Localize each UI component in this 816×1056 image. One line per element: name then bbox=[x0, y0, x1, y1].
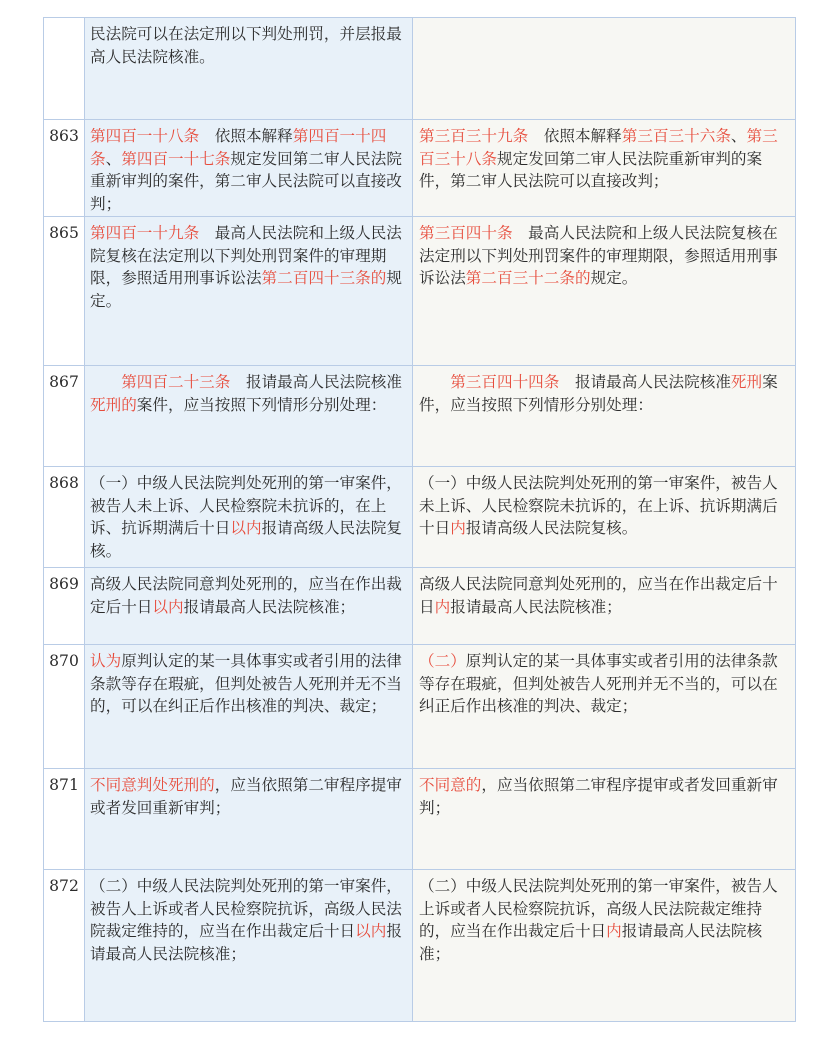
provision-text: 规定发回第二审人民法院重新审判的案件，第二审人民法院可以直接改判； bbox=[90, 149, 402, 213]
provision-text: （二）中级人民法院判处死刑的第一审案件，被告人上诉或者人民检察院抗诉，高级人民法院裁定维持的，应当在作出裁定后十日 bbox=[419, 877, 778, 940]
highlighted-text: 不同意判处死刑的 bbox=[90, 776, 215, 794]
highlighted-text: 以内 bbox=[355, 922, 387, 940]
table-row bbox=[44, 645, 796, 769]
new-provision-cell bbox=[85, 18, 413, 119]
old-provision-cell bbox=[413, 467, 796, 567]
new-provision-cell bbox=[85, 870, 413, 1021]
table-row bbox=[44, 568, 796, 645]
new-provision-cell bbox=[85, 568, 413, 644]
table-row bbox=[44, 870, 796, 1022]
provision-text: （二）中级人民法院判处死刑的第一审案件，被告人上诉或者人民检察院抗诉，高级人民法院裁定维持的，应当在作出裁定后十日 bbox=[90, 877, 402, 940]
table-row bbox=[44, 120, 796, 217]
new-provision-cell bbox=[85, 467, 413, 567]
provision-text: 报请高级人民法院复核。 bbox=[90, 519, 402, 560]
highlighted-text: 第三百三十六条 bbox=[621, 127, 731, 145]
table-row bbox=[44, 769, 796, 870]
provision-text: ，应当依照第二审程序提审或者发回重新审判； bbox=[419, 776, 778, 817]
provision-text: 案件，应当按照下列情形分别处理： bbox=[419, 373, 778, 414]
highlighted-text: 第四百一十八条 bbox=[90, 127, 200, 145]
table-row bbox=[44, 217, 796, 366]
highlighted-text: 认为 bbox=[90, 652, 122, 670]
provision-text: 报请最高人民法院核准； bbox=[450, 597, 622, 616]
row-number: 871 bbox=[44, 769, 85, 869]
highlighted-text: 第四百一十九条 bbox=[90, 224, 200, 242]
comparison-table bbox=[43, 17, 796, 1022]
highlighted-text: 第二百三十二条的 bbox=[465, 269, 591, 287]
provision-text: 报请最高人民法院核准 bbox=[230, 373, 402, 391]
highlighted-text: 第二百四十三条的 bbox=[261, 269, 387, 287]
row-number: 867 bbox=[44, 366, 85, 466]
provision-text: 报请最高人民法院核准； bbox=[419, 922, 763, 963]
provision-text: 规定发回第二审人民法院重新审判的案件，第二审人民法院可以直接改判； bbox=[419, 149, 763, 190]
provision-text: 最高人民法院和上级人民法院复核在法定刑以下判处刑罚案件的审理期限，参照适用刑事诉讼法 bbox=[90, 224, 402, 287]
old-provision-cell bbox=[413, 568, 796, 644]
row-number bbox=[44, 18, 85, 119]
provision-text: 原判认定的某一具体事实或者引用的法律条款等存在瑕疵，但判处被告人死刑并无不当的，可以在纠正后作出核准的判决、裁定； bbox=[90, 652, 402, 715]
old-provision-cell bbox=[413, 366, 796, 466]
highlighted-text: 第三百三十八条 bbox=[419, 127, 778, 168]
provision-text: 规定。 bbox=[590, 269, 638, 287]
provision-text: 、 bbox=[730, 127, 747, 145]
row-number: 863 bbox=[44, 120, 85, 216]
row-number: 870 bbox=[44, 645, 85, 768]
highlighted-text: 以内 bbox=[152, 597, 184, 616]
provision-text bbox=[419, 373, 450, 391]
highlighted-text: 第三百四十四条 bbox=[450, 373, 560, 391]
provision-text: 民法院可以在法定刑以下判处刑罚，并层报最高人民法院核准。 bbox=[90, 25, 402, 66]
highlighted-text: 死刑 bbox=[730, 373, 763, 391]
provision-text: 依照本解释 bbox=[199, 127, 293, 145]
provision-text: 最高人民法院和上级人民法院复核在法定刑以下判处刑罚案件的审理期限，参照适用刑事诉讼法 bbox=[419, 224, 778, 287]
table-row bbox=[44, 366, 796, 467]
table-row bbox=[44, 467, 796, 568]
old-provision-cell bbox=[413, 120, 796, 216]
row-number: 865 bbox=[44, 217, 85, 365]
provision-text bbox=[90, 373, 121, 391]
new-provision-cell bbox=[85, 645, 413, 768]
provision-text: 、 bbox=[105, 149, 122, 168]
highlighted-text: 以内 bbox=[230, 519, 262, 537]
provision-text: ，应当依照第二审程序提审或者发回重新审判； bbox=[90, 776, 402, 817]
highlighted-text: 内 bbox=[606, 922, 622, 940]
provision-text: 高级人民法院同意判处死刑的，应当在作出裁定后十日 bbox=[419, 575, 778, 616]
row-number: 872 bbox=[44, 870, 85, 1021]
row-number: 869 bbox=[44, 568, 85, 644]
provision-text: 依照本解释 bbox=[528, 127, 622, 145]
old-provision-cell bbox=[413, 645, 796, 768]
provision-text: （一）中级人民法院判处死刑的第一审案件，被告人未上诉、人民检察院未抗诉的，在上诉、抗诉期满后十日 bbox=[90, 474, 402, 537]
highlighted-text: 内 bbox=[450, 519, 466, 537]
new-provision-cell bbox=[85, 217, 413, 365]
new-provision-cell bbox=[85, 769, 413, 869]
row-number: 868 bbox=[44, 467, 85, 567]
provision-text: （一）中级人民法院判处死刑的第一审案件，被告人未上诉、人民检察院未抗诉的，在上诉、抗诉期满后十日 bbox=[419, 474, 778, 537]
provision-text: 报请最高人民法院核准； bbox=[90, 922, 402, 963]
highlighted-text: 第四百二十三条 bbox=[121, 373, 231, 391]
provision-text: 报请高级人民法院复核。 bbox=[465, 519, 638, 537]
table-row bbox=[44, 18, 796, 120]
old-provision-cell bbox=[413, 18, 796, 119]
old-provision-cell bbox=[413, 769, 796, 869]
provision-text: 原判认定的某一具体事实或者引用的法律条款等存在瑕疵，但判处被告人死刑并无不当的，可以在纠正后作出核准的判决、裁定； bbox=[419, 652, 778, 715]
highlighted-text: 内 bbox=[434, 597, 451, 616]
provision-text: 报请最高人民法院核准 bbox=[559, 373, 731, 391]
highlighted-text: 不同意的 bbox=[419, 776, 482, 794]
provision-text: 规定。 bbox=[90, 269, 402, 310]
highlighted-text: （二） bbox=[419, 652, 466, 670]
old-provision-cell bbox=[413, 217, 796, 365]
highlighted-text: 第三百四十条 bbox=[419, 224, 513, 242]
new-provision-cell bbox=[85, 366, 413, 466]
new-provision-cell bbox=[85, 120, 413, 216]
provision-text: 报请最高人民法院核准； bbox=[183, 597, 356, 616]
highlighted-text: 死刑的 bbox=[90, 395, 137, 414]
highlighted-text: 第四百一十七条 bbox=[121, 149, 231, 168]
old-provision-cell bbox=[413, 870, 796, 1021]
provision-text: 高级人民法院同意判处死刑的，应当在作出裁定后十日 bbox=[90, 575, 402, 616]
provision-text: 案件，应当按照下列情形分别处理： bbox=[136, 395, 387, 414]
highlighted-text: 第三百三十九条 bbox=[419, 127, 529, 145]
highlighted-text: 第四百一十四条 bbox=[90, 127, 387, 168]
